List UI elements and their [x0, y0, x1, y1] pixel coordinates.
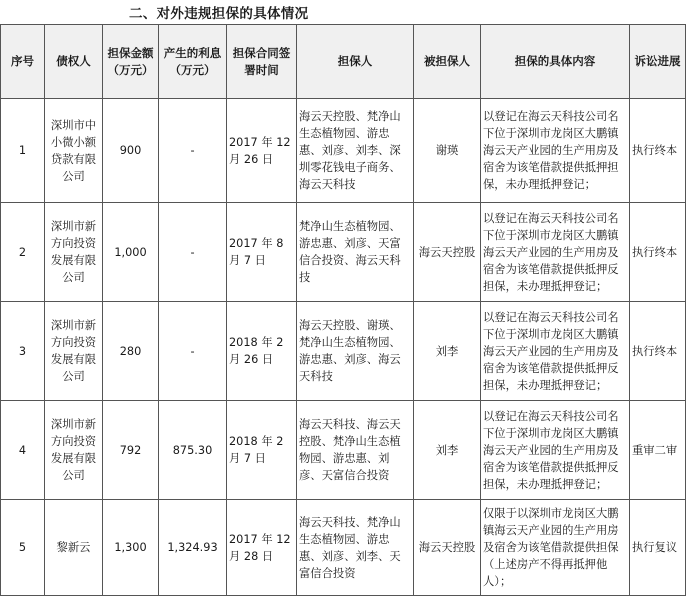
cell-progress: 重审二审 [630, 401, 686, 500]
cell-amount: 1,000 [103, 203, 159, 302]
col-header-amount [103, 25, 159, 99]
table-row [1, 500, 686, 596]
cell-interest: 875.30 [159, 401, 227, 500]
cell-creditor: 深圳市新方向投资发展有限公司 [45, 203, 103, 302]
col-header-interest-unit: （万元） [169, 62, 216, 77]
cell-guarantor: 海云天科技、海云天控股、梵净山生态植物园、游忠惠、刘彦、天富信合投资 [297, 401, 414, 500]
cell-guaranteed: 刘李 [414, 302, 481, 401]
cell-date: 2018 年 2 月 7 日 [227, 401, 297, 500]
col-header-interest [159, 25, 227, 99]
col-header-interest-label: 产生的利息 [163, 45, 222, 60]
cell-no: 3 [1, 302, 45, 401]
cell-no: 1 [1, 99, 45, 203]
cell-content: 仅限于以深圳市龙岗区大鹏镇海云天产业园的生产用房及宿舍为该笔借款提供担保（上述房产不得再抵押他人）； [481, 500, 630, 596]
guarantee-table [0, 24, 686, 596]
cell-no: 5 [1, 500, 45, 596]
cell-no: 2 [1, 203, 45, 302]
table-header-row [1, 25, 686, 99]
cell-guarantor: 海云天控股、梵净山生态植物园、游忠惠、刘彦、刘李、深圳零花钱电子商务、海云天科技 [297, 99, 414, 203]
cell-guaranteed: 刘李 [414, 401, 481, 500]
cell-progress: 执行终本 [630, 302, 686, 401]
cell-progress: 执行复议 [630, 500, 686, 596]
col-header-content: 担保的具体内容 [481, 25, 630, 99]
cell-no: 4 [1, 401, 45, 500]
col-header-creditor: 债权人 [45, 25, 103, 99]
cell-amount: 280 [103, 302, 159, 401]
cell-date: 2017 年 12 月 28 日 [227, 500, 297, 596]
section-title: 二、对外违规担保的具体情况 [129, 6, 309, 22]
col-header-date-line2: 署时间 [244, 62, 279, 77]
cell-amount: 1,300 [103, 500, 159, 596]
cell-guarantor: 海云天科技、梵净山生态植物园、游忠惠、刘彦、刘李、天富信合投资 [297, 500, 414, 596]
cell-interest: - [159, 99, 227, 203]
cell-date: 2018 年 2 月 26 日 [227, 302, 297, 401]
cell-progress: 执行终本 [630, 99, 686, 203]
cell-interest: - [159, 302, 227, 401]
cell-creditor: 深圳市中小微小额贷款有限公司 [45, 99, 103, 203]
cell-date: 2017 年 8 月 7 日 [227, 203, 297, 302]
cell-creditor: 深圳市新方向投资发展有限公司 [45, 302, 103, 401]
cell-content: 以登记在海云天科技公司名下位于深圳市龙岗区大鹏镇海云天产业园的生产用房及宿舍为该笔借款提供抵押反担保，未办理抵押登记； [481, 302, 630, 401]
col-header-amount-unit: （万元） [107, 62, 154, 77]
cell-guarantor: 梵净山生态植物园、游忠惠、刘彦、天富信合投资、海云天科技 [297, 203, 414, 302]
col-header-no: 序号 [1, 25, 45, 99]
cell-guarantor: 海云天控股、谢瑛、梵净山生态植物园、游忠惠、刘彦、海云天科技 [297, 302, 414, 401]
cell-creditor: 黎新云 [45, 500, 103, 596]
cell-creditor: 深圳市新方向投资发展有限公司 [45, 401, 103, 500]
table-row [1, 203, 686, 302]
table-row [1, 302, 686, 401]
cell-content: 以登记在海云天科技公司名下位于深圳市龙岗区大鹏镇海云天产业园的生产用房及宿舍为该笔借款提供抵押反担保，未办理抵押登记； [481, 203, 630, 302]
cell-guaranteed: 海云天控股 [414, 203, 481, 302]
cell-date: 2017 年 12 月 26 日 [227, 99, 297, 203]
col-header-amount-label: 担保金额 [107, 45, 154, 60]
cell-guaranteed: 海云天控股 [414, 500, 481, 596]
cell-interest: - [159, 203, 227, 302]
table-row [1, 401, 686, 500]
cell-guaranteed: 谢瑛 [414, 99, 481, 203]
table-row [1, 99, 686, 203]
col-header-guaranteed: 被担保人 [414, 25, 481, 99]
cell-progress: 执行终本 [630, 203, 686, 302]
col-header-progress: 诉讼进展 [630, 25, 686, 99]
cell-amount: 792 [103, 401, 159, 500]
cell-content: 以登记在海云天科技公司名下位于深圳市龙岗区大鹏镇海云天产业园的生产用房及宿舍为该笔借款提供抵押担保，未办理抵押登记； [481, 99, 630, 203]
cell-content: 以登记在海云天科技公司名下位于深圳市龙岗区大鹏镇海云天产业园的生产用房及宿舍为该笔借款提供抵押反担保，未办理抵押登记； [481, 401, 630, 500]
col-header-date [227, 25, 297, 99]
col-header-guarantor: 担保人 [297, 25, 414, 99]
cell-amount: 900 [103, 99, 159, 203]
cell-interest: 1,324.93 [159, 500, 227, 596]
col-header-date-line1: 担保合同签 [232, 45, 291, 60]
